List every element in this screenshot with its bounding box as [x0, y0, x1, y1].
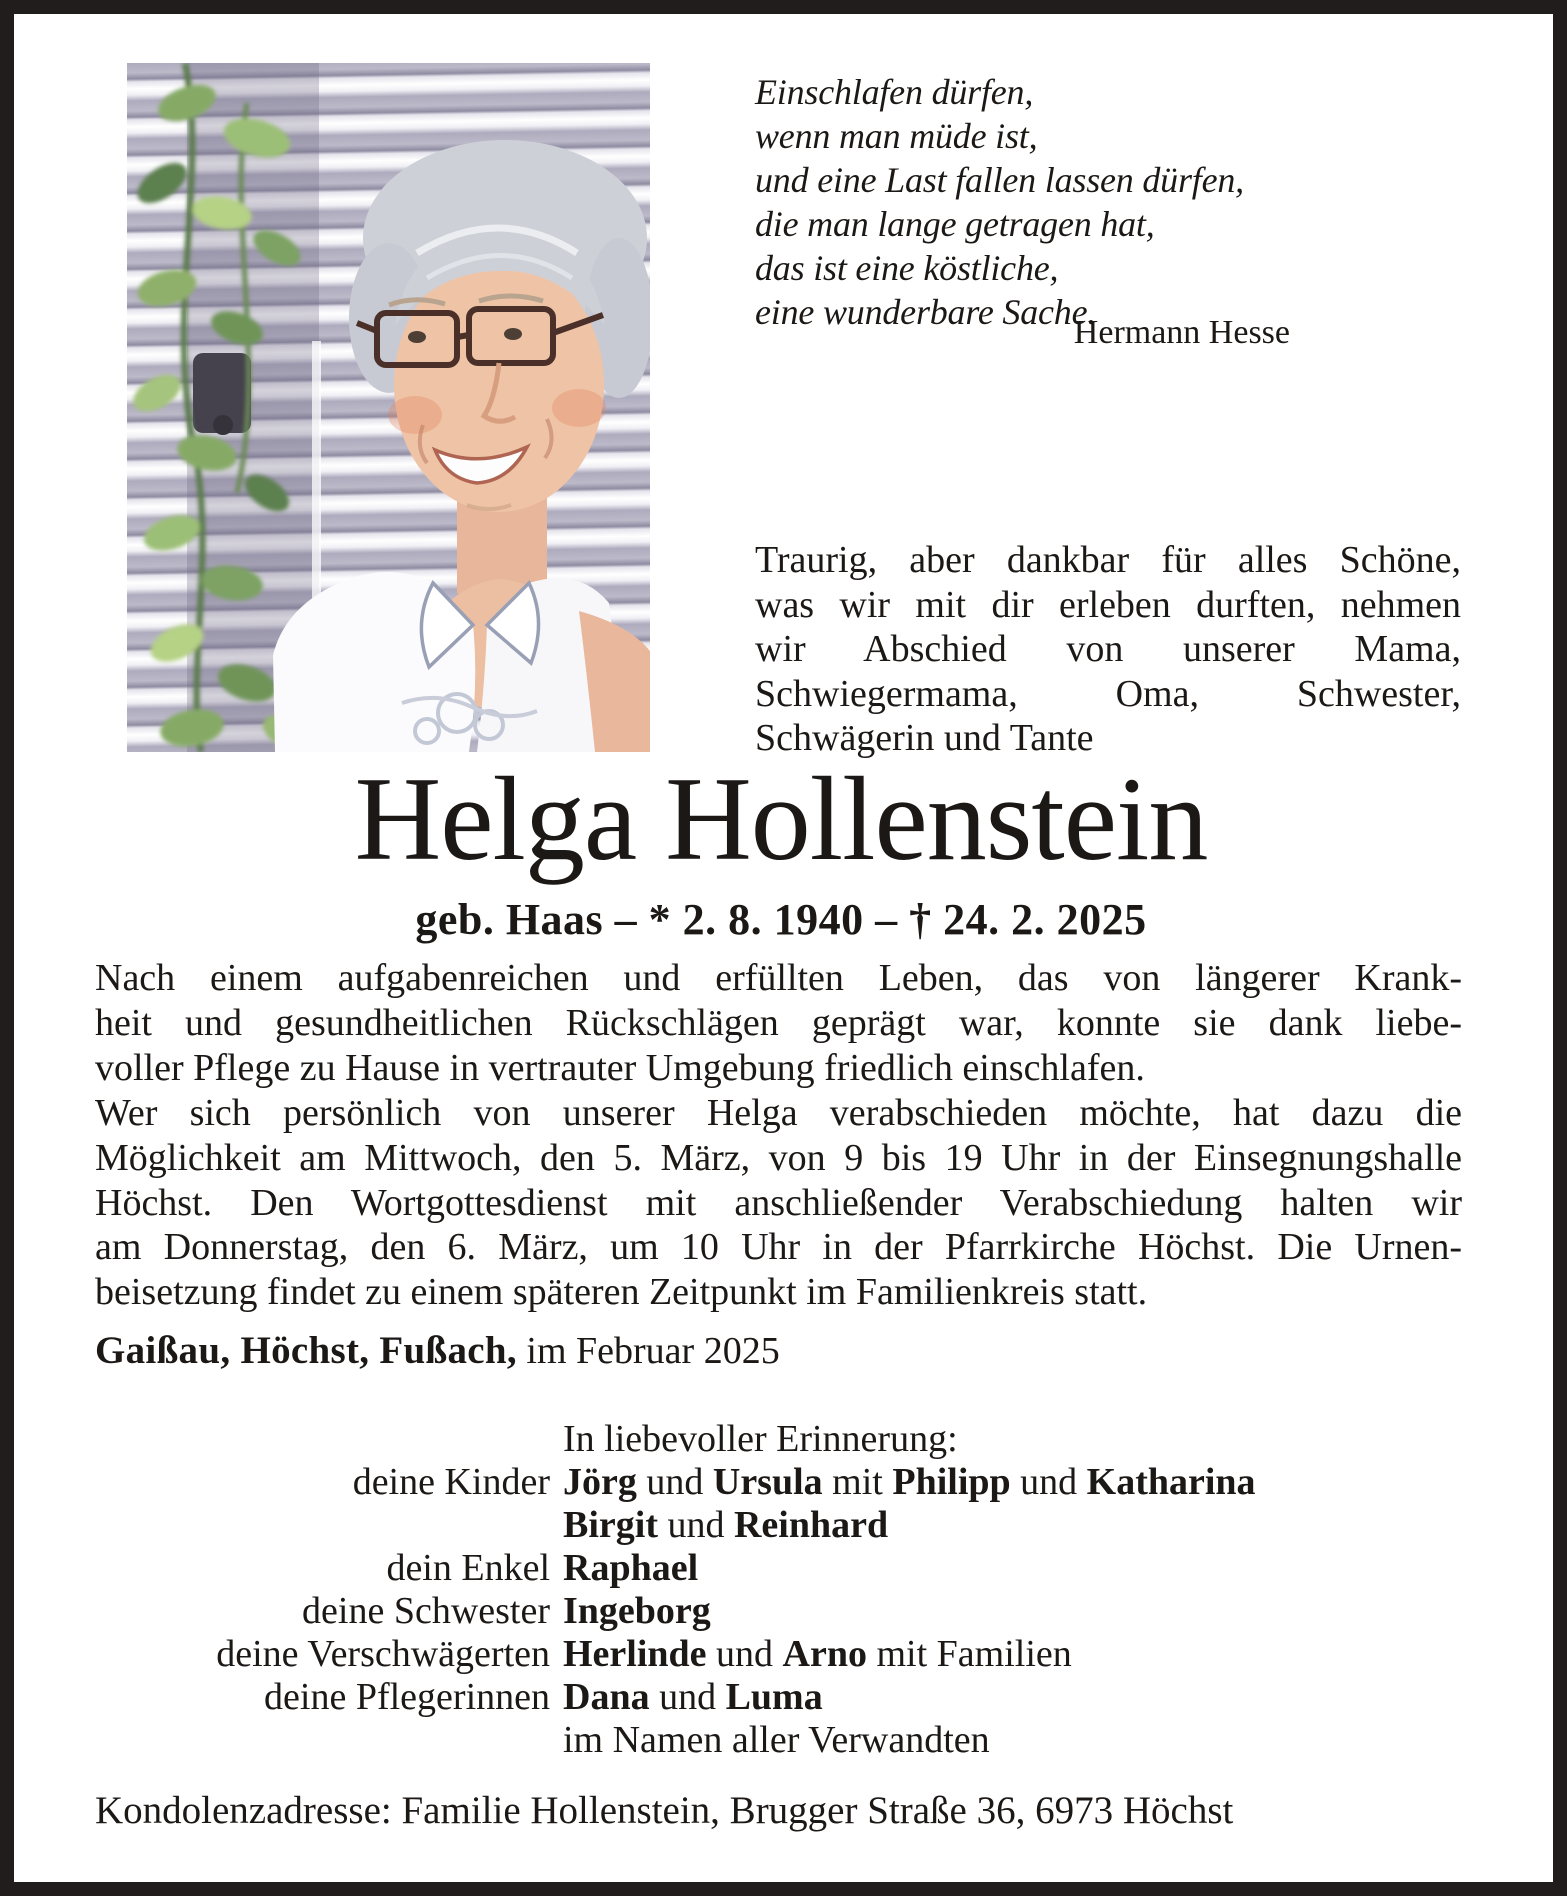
body-line: heit und gesundheitlichen Rückschlägen geprägt war, konnte sie dank liebe- [95, 1001, 1462, 1044]
announcement-text [95, 956, 1462, 1315]
body-line: voller Pflege zu Hause in vertrauter Umgebung friedlich einschlafen. [95, 1046, 1145, 1089]
body-line: Wer sich persönlich von unserer Helga verabschieden möchte, hat dazu die [95, 1091, 1462, 1134]
life-dates: geb. Haas – * 2. 8. 1940 – † 24. 2. 2025 [415, 895, 1147, 944]
intro-paragraph [755, 538, 1461, 761]
relation-label: deine Schwester [302, 1590, 550, 1632]
intro-line: Schwiegermama, Oma, Schwester, [755, 672, 1461, 715]
body-line: beisetzung findet zu einem späteren Zeitpunkt im Familienkreis statt. [95, 1271, 1148, 1314]
blouse [273, 572, 620, 752]
remembrance-section [95, 1418, 1467, 1762]
intro-line: Schwägerin und Tante [755, 717, 1094, 760]
relation-label: dein Enkel [386, 1547, 550, 1589]
intro-line: was wir mit dir erleben durften, nehmen [755, 583, 1461, 626]
family-names: Jörg und Ursula mit Philipp und Katharina [563, 1461, 1256, 1503]
eyes [408, 331, 426, 343]
places-line [95, 1328, 1462, 1373]
family-names: Herlinde und Arno mit Familien [563, 1633, 1072, 1675]
relation-label: deine Verschwägerten [216, 1633, 550, 1675]
relation-label: deine Kinder [352, 1461, 550, 1503]
body-line: am Donnerstag, den 6. März, um 10 Uhr in der Pfarrkirche Höchst. Die Urnen- [95, 1226, 1462, 1269]
family-row [95, 1461, 1467, 1504]
intro-line: wir Abschied von unserer Mama, [755, 628, 1461, 671]
portrait-art [127, 63, 650, 752]
family-row [95, 1504, 1467, 1547]
family-row [95, 1547, 1467, 1590]
family-names: im Namen aller Verwandten [563, 1719, 990, 1761]
poem-line: das ist eine köstliche, [755, 248, 1059, 288]
relation-label [95, 1719, 550, 1762]
body-line: Möglichkeit am Mittwoch, den 5. März, von 9 bis 19 Uhr in der Einsegnungshalle [95, 1136, 1462, 1179]
family-names: Ingeborg [563, 1590, 711, 1632]
family-row [95, 1633, 1467, 1676]
deceased-name: Helga Hollenstein [354, 752, 1208, 885]
relation-label [95, 1504, 550, 1547]
places-rest: im Februar 2025 [516, 1330, 780, 1372]
poem-line: eine wunderbare Sache. [755, 292, 1097, 332]
family-list [95, 1461, 1467, 1762]
places-bold: Gaißau, Höchst, Fußach, [95, 1329, 517, 1372]
family-row [95, 1590, 1467, 1633]
family-names: Raphael [563, 1547, 699, 1589]
poem-line: Einschlafen dürfen, [755, 72, 1034, 112]
family-names: Dana und Luma [563, 1676, 823, 1718]
body-line: Nach einem aufgabenreichen und erfüllten Leben, das von längerer Krank- [95, 957, 1462, 999]
poem-line: und eine Last fallen lassen dürfen, [755, 160, 1244, 200]
remembrance-heading: In liebevoller Erinnerung: [563, 1418, 958, 1460]
relation-label: deine Pflegerinnen [264, 1676, 550, 1718]
portrait-photo [127, 63, 650, 752]
condolence-address: Kondolenzadresse: Familie Hollenstein, Brugger Straße 36, 6973 Höchst [95, 1789, 1234, 1832]
intro-line: Traurig, aber dankbar für alles Schöne, [755, 539, 1461, 581]
poem-line: die man lange getragen hat, [755, 204, 1155, 244]
poem-line: wenn man müde ist, [755, 116, 1038, 156]
woman-figure [273, 140, 650, 752]
family-row [95, 1719, 1467, 1762]
poem [755, 70, 1315, 334]
body-line: Höchst. Den Wortgottesdienst mit anschließender Verabschiedung halten wir [95, 1181, 1462, 1224]
family-names: Birgit und Reinhard [563, 1504, 889, 1546]
family-row [95, 1676, 1467, 1719]
poem-attribution: Hermann Hesse [1073, 314, 1290, 351]
